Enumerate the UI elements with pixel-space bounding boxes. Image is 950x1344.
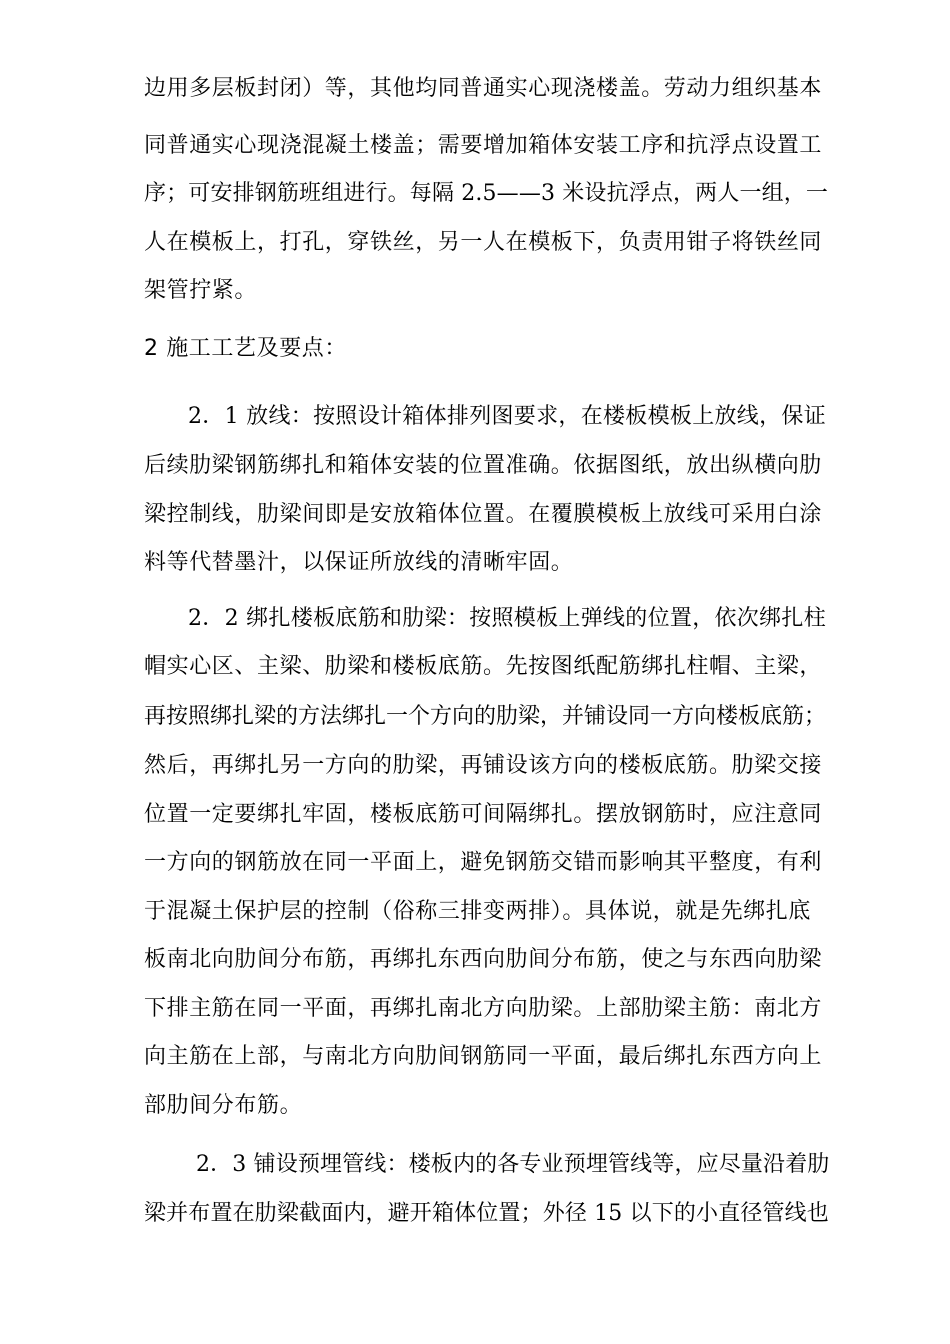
paragraph-line: 序；可安排钢筋班组进行。每隔 2.5——3 米设抗浮点，两人一组，一 <box>144 181 829 206</box>
paragraph-line: 位置一定要绑扎牢固，楼板底筋可间隔绑扎。摆放钢筋时，应注意同 <box>144 802 823 827</box>
paragraph-line: 一方向的钢筋放在同一平面上，避免钢筋交错而影响其平整度，有利 <box>144 850 823 875</box>
section-heading: 2 施工工艺及要点： <box>144 336 347 361</box>
paragraph-line: 边用多层板封闭）等，其他均同普通实心现浇楼盖。劳动力组织基本 <box>144 76 823 101</box>
paragraph-line: 部肋间分布筋。 <box>144 1093 303 1118</box>
paragraph-line: 向主筋在上部，与南北方向肋间钢筋同一平面，最后绑扎东西方向上 <box>144 1044 823 1069</box>
paragraph-line: 再按照绑扎梁的方法绑扎一个方向的肋梁，并铺设同一方向楼板底筋； <box>144 704 827 729</box>
paragraph-line: 梁并布置在肋梁截面内，避开箱体位置；外径 15 以下的小直径管线也 <box>144 1201 829 1226</box>
paragraph-line: 然后，再绑扎另一方向的肋梁，再铺设该方向的楼板底筋。肋梁交接 <box>144 753 823 778</box>
paragraph-line: 2．2 绑扎楼板底筋和肋梁：按照模板上弹线的位置，依次绑扎柱 <box>188 606 826 631</box>
paragraph-line: 梁控制线，肋梁间即是安放箱体位置。在覆膜模板上放线可采用白涂 <box>144 502 823 527</box>
paragraph-line: 帽实心区、主梁、肋梁和楼板底筋。先按图纸配筋绑扎柱帽、主梁， <box>144 654 823 679</box>
paragraph-line: 料等代替墨汁，以保证所放线的清晰牢固。 <box>144 550 574 575</box>
paragraph-line: 人在模板上，打孔，穿铁丝，另一人在模板下，负责用钳子将铁丝同 <box>144 230 823 255</box>
paragraph-line: 架管拧紧。 <box>144 278 258 303</box>
paragraph-line: 板南北向肋间分布筋，再绑扎东西向肋间分布筋，使之与东西向肋梁 <box>144 947 823 972</box>
paragraph-line: 后续肋梁钢筋绑扎和箱体安装的位置准确。依据图纸，放出纵横向肋 <box>144 453 823 478</box>
paragraph-line: 于混凝土保护层的控制（俗称三排变两排）。具体说，就是先绑扎底 <box>144 899 812 924</box>
paragraph-line: 同普通实心现浇混凝土楼盖；需要增加箱体安装工序和抗浮点设置工 <box>144 133 823 158</box>
paragraph-line: 下排主筋在同一平面，再绑扎南北方向肋梁。上部肋梁主筋：南北方 <box>144 996 823 1021</box>
paragraph-line: 2．1 放线：按照设计箱体排列图要求，在楼板模板上放线，保证 <box>188 404 826 429</box>
paragraph-line: 2．3 铺设预埋管线：楼板内的各专业预埋管线等，应尽量沿着肋 <box>196 1152 830 1177</box>
